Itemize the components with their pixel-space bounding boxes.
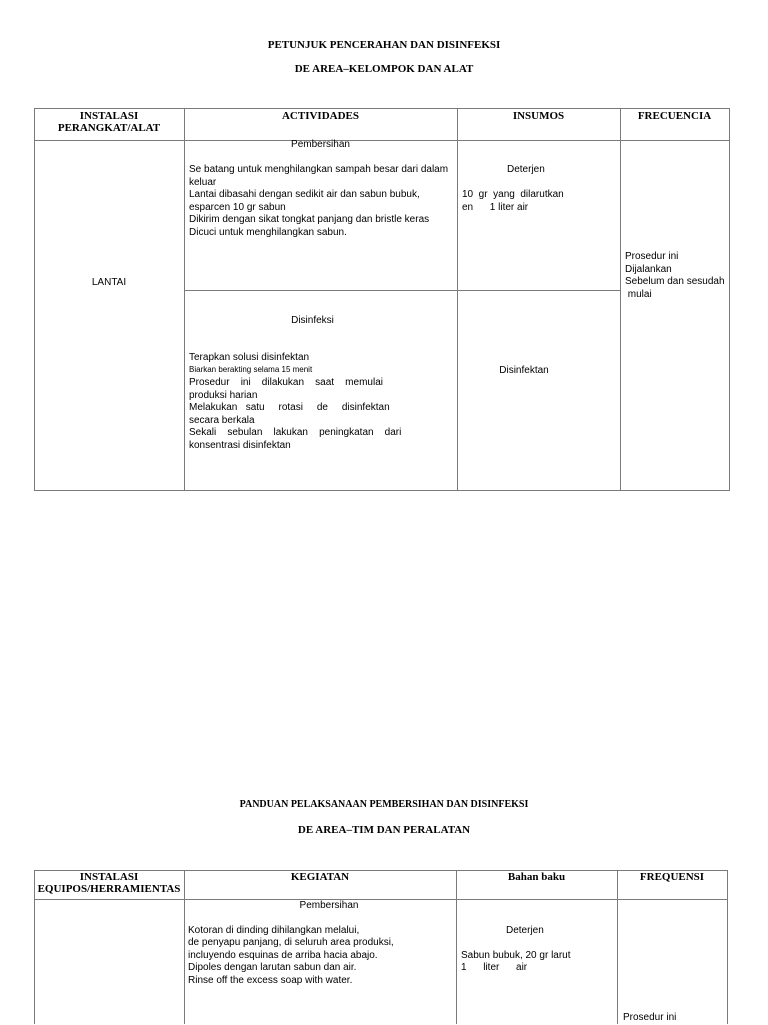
doc2-header-raw-materials: Bahan baku: [507, 871, 566, 883]
doc1-frequency: Prosedur ini Dijalankan Sebelum dan sesudah mulai: [625, 251, 725, 300]
doc2-header-activities: KEGIATAN: [290, 871, 350, 883]
doc1-disinfection-heading: Disinfeksi: [291, 315, 334, 326]
doc2-cleaning-step5: Rinse off the excess soap with water.: [188, 975, 353, 986]
doc1-title-line2: DE AREA–KELOMPOK DAN ALAT: [294, 63, 474, 75]
doc2-cleaning-input-name: Deterjen: [506, 925, 544, 936]
doc1-header-inputs: INSUMOS: [512, 110, 565, 122]
doc1-disinfection-step4b: secara berkala: [189, 415, 255, 426]
doc1-disinfection-step2: Biarkan berakting selama 15 menit: [189, 365, 313, 374]
doc2-title-line1: PANDUAN PELAKSANAAN PEMBERSIHAN DAN DISINFEKSI: [239, 799, 529, 810]
doc2-frequency: Prosedur ini: [623, 1012, 677, 1023]
doc1-title-line1: PETUNJUK PENCERAHAN DAN DISINFEKSI: [267, 39, 501, 51]
doc1-cleaning-input-qty1: 10 gr yang dilarutkan: [462, 189, 564, 200]
doc1-cleaning-step1: Se batang untuk menghilangkan sampah besar dari dalam keluar: [189, 164, 449, 188]
doc1-disinfection-step5b: konsentrasi disinfektan: [189, 440, 291, 451]
doc2-cleaning-input-qty1: Sabun bubuk, 20 gr larut: [461, 950, 571, 961]
doc1-disinfection-step5a: Sekali sebulan lakukan peningkatan dari: [189, 427, 402, 438]
doc1-cleaning-step3: Dikirim dengan sikat tongkat panjang dan bristle keras: [189, 214, 430, 225]
doc2-cleaning-step2: de penyapu panjang, di seluruh area produksi,: [188, 937, 394, 948]
doc2-cleaning-step1: Kotoran di dinding dihilangkan melalui,: [188, 925, 360, 936]
doc2-header-installation: INSTALASI EQUIPOS/HERRAMIENTAS: [37, 871, 181, 895]
doc1-header-activities: ACTIVIDADES: [281, 110, 360, 122]
doc2-cleaning-input-qty2: 1 liter air: [461, 962, 528, 973]
doc2-cleaning-step4: Dipoles dengan larutan sabun dan air.: [188, 962, 357, 973]
doc2-cleaning-step3: incluyendo esquinas de arriba hacia abajo.: [188, 950, 378, 961]
doc1-cleaning-heading: Pembersihan: [291, 139, 350, 150]
doc1-disinfection-step3a: Prosedur ini dilakukan saat memulai: [189, 377, 383, 388]
doc1-cleaning-input-name: Deterjen: [507, 164, 545, 175]
doc1-header-installation: INSTALASI PERANGKAT/ALAT: [57, 110, 161, 134]
doc1-cleaning-step2: Lantai dibasahi dengan sedikit air dan sabun bubuk, esparcen 10 gr sabun: [189, 189, 420, 213]
doc1-cleaning-input-qty2: en 1 liter air: [462, 202, 529, 213]
doc1-row-label: LANTAI: [91, 277, 127, 288]
doc2-header-frequency: FREQUENSI: [639, 871, 705, 883]
doc1-cleaning-step4: Dicuci untuk menghilangkan sabun.: [189, 227, 347, 238]
doc1-disinfection-step3b: produksi harian: [189, 390, 258, 401]
doc1-disinfection-input-name: Disinfektan: [499, 365, 549, 376]
doc1-header-frequency: FRECUENCIA: [637, 110, 712, 122]
doc1-disinfection-step1: Terapkan solusi disinfektan: [189, 352, 310, 363]
doc2-cleaning-heading: Pembersihan: [299, 900, 359, 911]
doc1-disinfection-step4a: Melakukan satu rotasi de disinfektan: [189, 402, 390, 413]
doc2-title-line2: DE AREA–TIM DAN PERALATAN: [297, 824, 471, 836]
